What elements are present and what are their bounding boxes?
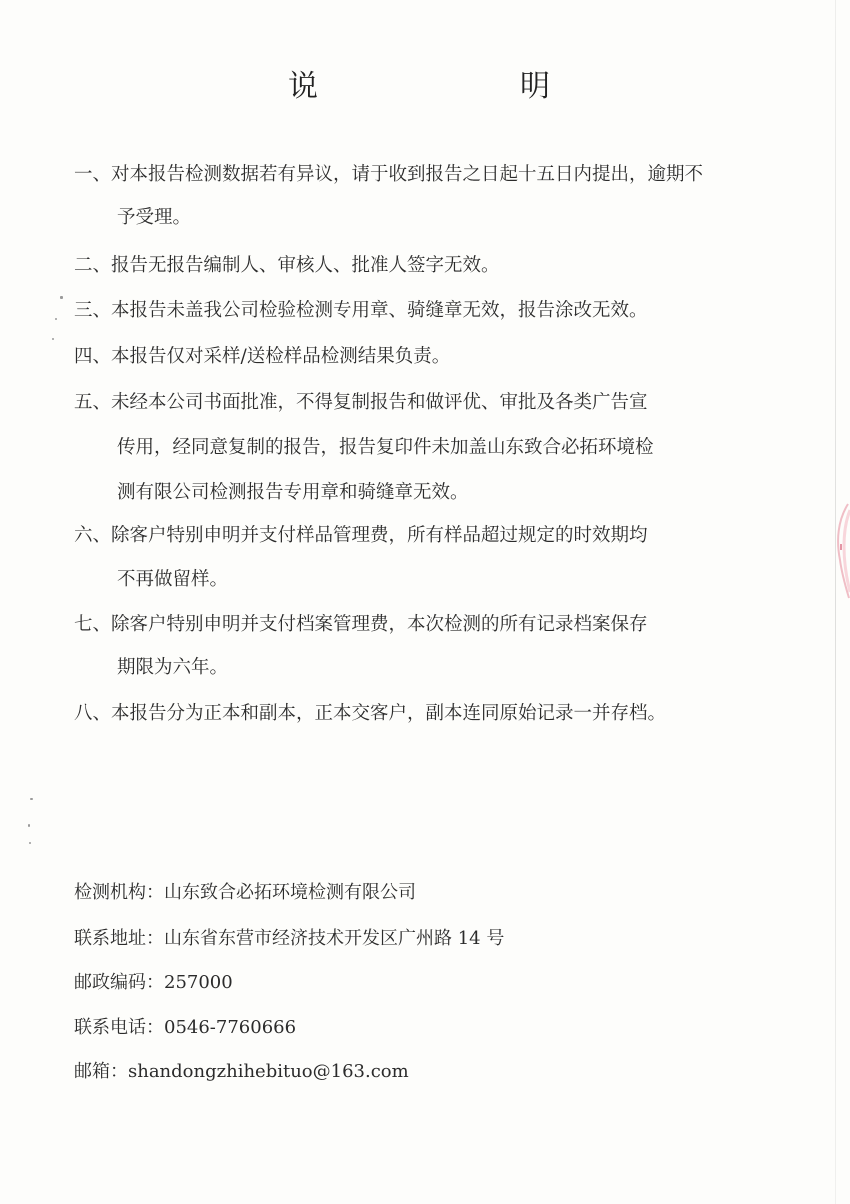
seal-stamp-fragment — [830, 500, 850, 600]
notice-item-5-line-3: 测有限公司检测报告专用章和骑缝章无效。 — [117, 482, 469, 503]
contact-phone: 联系电话：0546-7760666 — [74, 1017, 297, 1038]
notice-item-4: 四、本报告仅对采样/送检样品检测结果负责。 — [74, 346, 451, 367]
notice-item-1-line-2: 予受理。 — [117, 207, 192, 228]
scan-speck — [55, 318, 57, 320]
scan-speck — [28, 824, 30, 827]
contact-organization: 检测机构：山东致合必拓环境检测有限公司 — [74, 882, 416, 903]
scan-speck — [30, 798, 33, 800]
notice-item-2: 二、报告无报告编制人、审核人、批准人签字无效。 — [74, 255, 500, 276]
page-title — [0, 66, 850, 108]
contact-email: 邮箱：shandongzhihebituo@163.com — [74, 1061, 409, 1082]
title-char-1: 说 — [288, 69, 318, 104]
notice-item-6-line-1: 六、除客户特别申明并支付样品管理费，所有样品超过规定的时效期均 — [74, 525, 648, 546]
title-char-2: 明 — [520, 69, 550, 104]
notice-item-5-line-1: 五、未经本公司书面批准，不得复制报告和做评优、审批及各类广告宣 — [74, 392, 648, 413]
notice-item-3: 三、本报告未盖我公司检验检测专用章、骑缝章无效，报告涂改无效。 — [74, 300, 648, 321]
notice-item-8: 八、本报告分为正本和副本，正本交客户，副本连同原始记录一并存档。 — [74, 703, 667, 724]
scan-speck — [29, 842, 31, 844]
notice-item-1-line-1: 一、对本报告检测数据若有异议，请于收到报告之日起十五日内提出，逾期不 — [74, 164, 704, 185]
contact-address: 联系地址：山东省东营市经济技术开发区广州路 14 号 — [74, 928, 505, 949]
scan-speck — [60, 296, 63, 299]
notice-item-6-line-2: 不再做留样。 — [117, 569, 229, 590]
contact-postcode: 邮政编码：257000 — [74, 972, 233, 993]
scan-speck — [52, 338, 54, 340]
notice-item-5-line-2: 传用，经同意复制的报告，报告复印件未加盖山东致合必拓环境检 — [117, 437, 654, 458]
scan-edge-line — [835, 0, 836, 1204]
notice-item-7-line-1: 七、除客户特别申明并支付档案管理费，本次检测的所有记录档案保存 — [74, 614, 648, 635]
notice-item-7-line-2: 期限为六年。 — [117, 657, 229, 678]
